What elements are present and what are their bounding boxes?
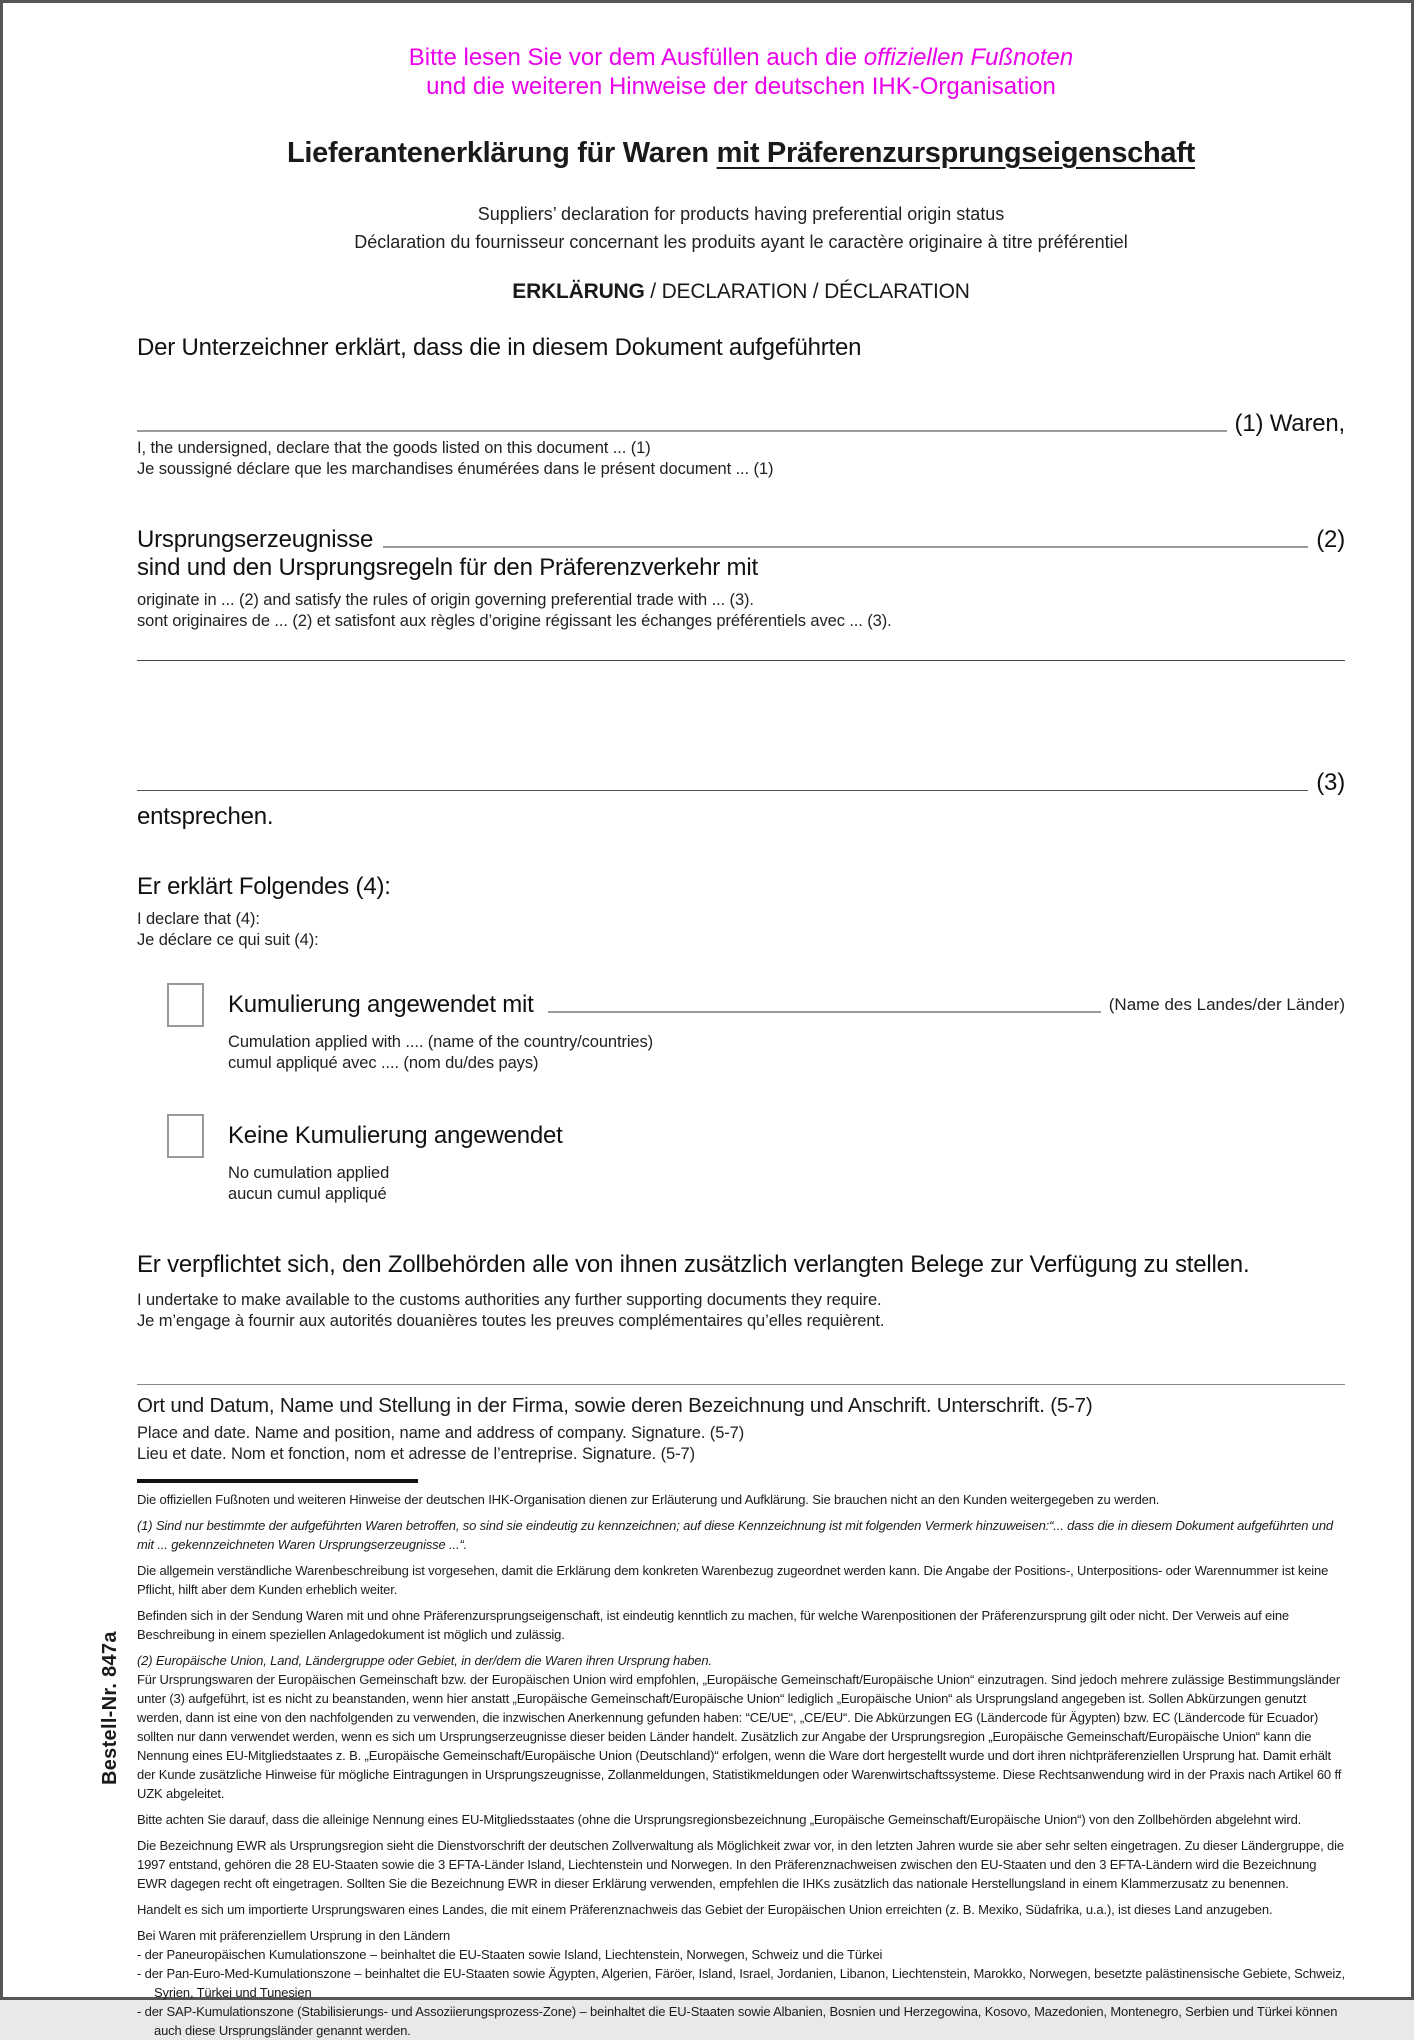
- rules-fill-line[interactable]: [137, 783, 1308, 791]
- rules-blank-row: [137, 769, 1345, 797]
- signature-label-fr: Lieu et date. Nom et fonction, nom et adresse de l’entreprise. Signature. (5-7): [137, 1445, 695, 1463]
- goods-blank-label: (1) Waren,: [1234, 410, 1345, 437]
- continuation-fill-line-1[interactable]: [137, 660, 1345, 661]
- footnotes-section: [137, 1490, 1345, 2040]
- cumulation-label-fr: cumul appliqué avec .... (nom du/des pays): [228, 1054, 539, 1072]
- no-cumulation-label-de: Keine Kumulierung angewendet: [228, 1122, 563, 1149]
- footnote-2: (2) Europäische Union, Land, Ländergruppe oder Gebiet, in der/dem die Waren ihren Ursprung haben.: [137, 1653, 712, 1668]
- no-cumulation-label-en: No cumulation applied: [228, 1164, 390, 1182]
- footnote-1-explanation: Die allgemein verständliche Warenbeschreibung ist vorgesehen, damit die Erklärung dem konkreten Warenbezug zugeordnet werden kann. Die Angabe der Positions-, Unterpositions- oder Warennummer ist keine Pflicht, hilft aber dem Kunden erheblich weiter.: [137, 1563, 1329, 1597]
- cumulation-option: [137, 983, 1345, 1029]
- cumulation-suffix: (Name des Landes/der Länder): [1108, 995, 1345, 1014]
- cumulation-label-en: Cumulation applied with .... (name of the country/countries): [228, 1033, 654, 1051]
- origin-fill-line[interactable]: [383, 540, 1308, 548]
- zone-list-item: - der Paneuropäischen Kumulationszone – beinhaltet die EU-Staaten sowie Island, Liechtenstein, Norwegen, Schweiz und die Türkei: [137, 1947, 883, 1962]
- undertaking-de: Er verpflichtet sich, den Zollbehörden alle von ihnen zusätzlich verlangten Belege zur Verfügung zu stellen.: [137, 1251, 1250, 1278]
- footnote-separator: [137, 1479, 418, 1483]
- cumulation-zones-list: [137, 1945, 1345, 2040]
- notice-line-1: Bitte lesen Sie vor dem Ausfüllen auch die offiziellen Fußnoten: [408, 44, 1074, 71]
- declares-fr: Je déclare ce qui suit (4):: [137, 931, 319, 949]
- origin-cont-de: sind und den Ursprungsregeln für den Präferenzverkehr mit: [137, 554, 758, 581]
- origin-fr: sont originaires de ... (2) et satisfont aux règles d’origine régissant les échanges préférentiels avec ... (3).: [137, 612, 892, 630]
- signature-label-en: Place and date. Name and position, name and address of company. Signature. (5-7): [137, 1424, 745, 1442]
- zone-list-item: - der SAP-Kumulationszone (Stabilisierungs- und Assoziierungsprozess-Zone) – beinhaltet die EU-Staaten sowie Albanien, Bosnien und Herzegowina, Kosovo, Mazedonien, Montenegro, Serbien und Türkei können auch diese Ursprungsländer genannt werden.: [137, 2004, 1338, 2038]
- signature-separator-line: [137, 1384, 1345, 1385]
- notice-italic: offiziellen Fußnoten: [863, 44, 1074, 71]
- origin-blank-row: [137, 526, 1345, 554]
- origin-en: originate in ... (2) and satisfy the rules of origin governing preferential trade with ... (3).: [137, 591, 754, 609]
- footnote-1: (1) Sind nur bestimmte der aufgeführten Waren betroffen, so sind sie eindeutig zu kennzeichnen; auf diese Kennzeichnung ist mit folgenden Vermerk hinzuweisen:“... dass die in diesem Dokument aufgeführten und mit ... gekennzeichneten Waren Ursprungserzeugnisse ...“.: [137, 1518, 1333, 1552]
- rules-blank-label: (3): [1316, 769, 1345, 796]
- goods-blank-row: [137, 410, 1345, 438]
- footnote-eu-member-warning: Bitte achten Sie darauf, dass die alleinige Nennung eines EU-Mitgliedsstaates (ohne die Ursprungsregionsbezeichnung „Europäische Gemeinschaft/Europäische Union“) von den Zollbehörden abgelehnt wird.: [137, 1812, 1302, 1827]
- declaration-heading: ERKLÄRUNG / DECLARATION / DÉCLARATION: [512, 280, 970, 303]
- no-cumulation-label-fr: aucun cumul appliqué: [228, 1185, 387, 1203]
- footnote-mixed-goods: Befinden sich in der Sendung Waren mit und ohne Präferenzursprungseigenschaft, ist eindeutig kenntlich zu machen, für welche Warenpositionen der Präferenzursprung gilt oder nicht. Der Verweis auf eine Beschreibung in einem speziellen Anlagedokument ist möglich und zulässig.: [137, 1608, 1289, 1642]
- undertaking-fr: Je m’engage à fournir aux autorités douanières toutes les preuves complémentaires qu’elles requièrent.: [137, 1312, 885, 1330]
- declares-de: Er erklärt Folgendes (4):: [137, 873, 391, 900]
- goods-fill-line[interactable]: [137, 424, 1227, 432]
- footnote-general: Die offiziellen Fußnoten und weiteren Hinweise der deutschen IHK-Organisation dienen zur Erläuterung und Aufklärung. Sie brauchen nicht an den Kunden weitergegeben zu werden.: [137, 1492, 1160, 1507]
- undertaking-en: I undertake to make available to the customs authorities any further supporting documents they require.: [137, 1291, 882, 1309]
- footnote-imported-goods: Handelt es sich um importierte Ursprungswaren eines Landes, die mit einem Präferenznachweis das Gebiet der Europäischen Union erreichten (z. B. Mexiko, Südafrika, u.a.), ist dieses Land anzugeben.: [137, 1902, 1273, 1917]
- read-footnotes-notice: [137, 43, 1345, 101]
- title-underlined-part: mit Präferenzursprungseigenschaft: [716, 137, 1195, 169]
- correspond-de: entsprechen.: [137, 803, 274, 830]
- subtitle: [137, 200, 1345, 256]
- declares-en: I declare that (4):: [137, 910, 260, 928]
- cumulation-checkbox[interactable]: [167, 983, 204, 1027]
- cumulation-country-fill-line[interactable]: [548, 1005, 1101, 1013]
- no-cumulation-option: [137, 1114, 1345, 1160]
- subtitle-fr: Déclaration du fournisseur concernant les produits ayant le caractère originaire à titre préférentiel: [354, 232, 1128, 252]
- cumulation-label-de: Kumulierung angewendet mit: [228, 991, 534, 1018]
- no-cumulation-checkbox[interactable]: [167, 1114, 204, 1158]
- signature-label-de: Ort und Datum, Name und Stellung in der Firma, sowie deren Bezeichnung und Anschrift. Unterschrift. (5-7): [137, 1394, 1093, 1417]
- footnote-zones-intro: Bei Waren mit präferenziellem Ursprung in den Ländern: [137, 1928, 451, 1943]
- intro-fr: Je soussigné déclare que les marchandises énumérées dans le présent document ... (1): [137, 460, 774, 478]
- subtitle-en: Suppliers’ declaration for products having preferential origin status: [477, 204, 1005, 224]
- page-title: Lieferantenerklärung für Waren mit Präferenzursprungseigenschaft: [287, 137, 1195, 169]
- intro-en: I, the undersigned, declare that the goods listed on this document ... (1): [137, 439, 651, 457]
- footnote-ewr: Die Bezeichnung EWR als Ursprungsregion sieht die Dienstvorschrift der deutschen Zollverwaltung als Möglichkeit zwar vor, in den letzten Jahren wurde sie aber sehr selten eingetragen. Zu dieser Ländergruppe, die 1997 entstand, gehören die 28 EU-Staaten sowie die 3 EFTA-Länder Island, Liechtenstein und Norwegen. In den Präferenznachweisen zwischen den EU-Staaten und den 3 EFTA-Ländern wird die Bezeichnung EWR dagegen recht oft eingetragen. Sollten Sie die Bezeichnung EWR in dieser Erklärung verwenden, empfehlen die IHKs zusätzlich das nationale Herstellungsland in einem Klammerzusatz zu benennen.: [137, 1838, 1344, 1891]
- zone-list-item: - der Pan-Euro-Med-Kumulationszone – beinhaltet die EU-Staaten sowie Ägypten, Algerien, Färöer, Island, Israel, Jordanien, Libanon, Liechtenstein, Marokko, Norwegen, besetzte palästinensische Gebiete, Schweiz, Syrien, Türkei und Tunesien: [137, 1966, 1345, 2000]
- footnote-2-explanation: Für Ursprungswaren der Europäischen Gemeinschaft bzw. der Europäischen Union wird empfohlen, „Europäische Gemeinschaft/Europäische Union“ einzutragen. Sind jedoch mehrere zulässige Bestimmungsländer unter (3) aufgeführt, ist es nicht zu beanstanden, wenn hier anstatt „Europäische Gemeinschaft/Europäische Union“ lediglich „Europäische Union“ als Ursprungsland angegeben ist. Sollen Abkürzungen genutzt werden, dann ist eine von den nachfolgenden zu verwenden, die inzwischen Anerkennung gefunden haben: “CE/UE“, „CE/EU“. Die Abkürzungen EG (Ländercode für Ägypten) bzw. EC (Ländercode für Ecuador) sollten nur dann verwendet werden, wenn es sich um Ursprungserzeugnisse dieser beiden Länder handelt. Zusätzlich zur Angabe der Ursprungsregion „Europäische Gemeinschaft/Europäische Union“ kann die Nennung eines EU-Mitgliedstaates z. B. „Europäische Gemeinschaft/Europäische Union (Deutschland)“ erfolgen, wenn die Ware dort hergestellt wurde und dort ihren nichtpräferenziellen Ursprung hat. Damit erhält der Kunde zusätzliche Hinweise für mögliche Eintragungen in Ursprungszeugnisse, Zollanmeldungen, Statistikmeldungen oder Warenwirtschaftssysteme. Diese Rechtsanwendung wird in der Praxis nach Artikel 60 ff UZK abgeleitet.: [137, 1672, 1342, 1801]
- origin-blank-label: (2): [1316, 526, 1345, 553]
- origin-prefix-de: Ursprungserzeugnisse: [137, 526, 374, 553]
- notice-line-2: und die weiteren Hinweise der deutschen IHK-Organisation: [426, 73, 1056, 100]
- order-number-vertical: Bestell-Nr. 847a: [99, 1631, 121, 1785]
- intro-de: Der Unterzeichner erklärt, dass die in diesem Dokument aufgeführten: [137, 334, 862, 361]
